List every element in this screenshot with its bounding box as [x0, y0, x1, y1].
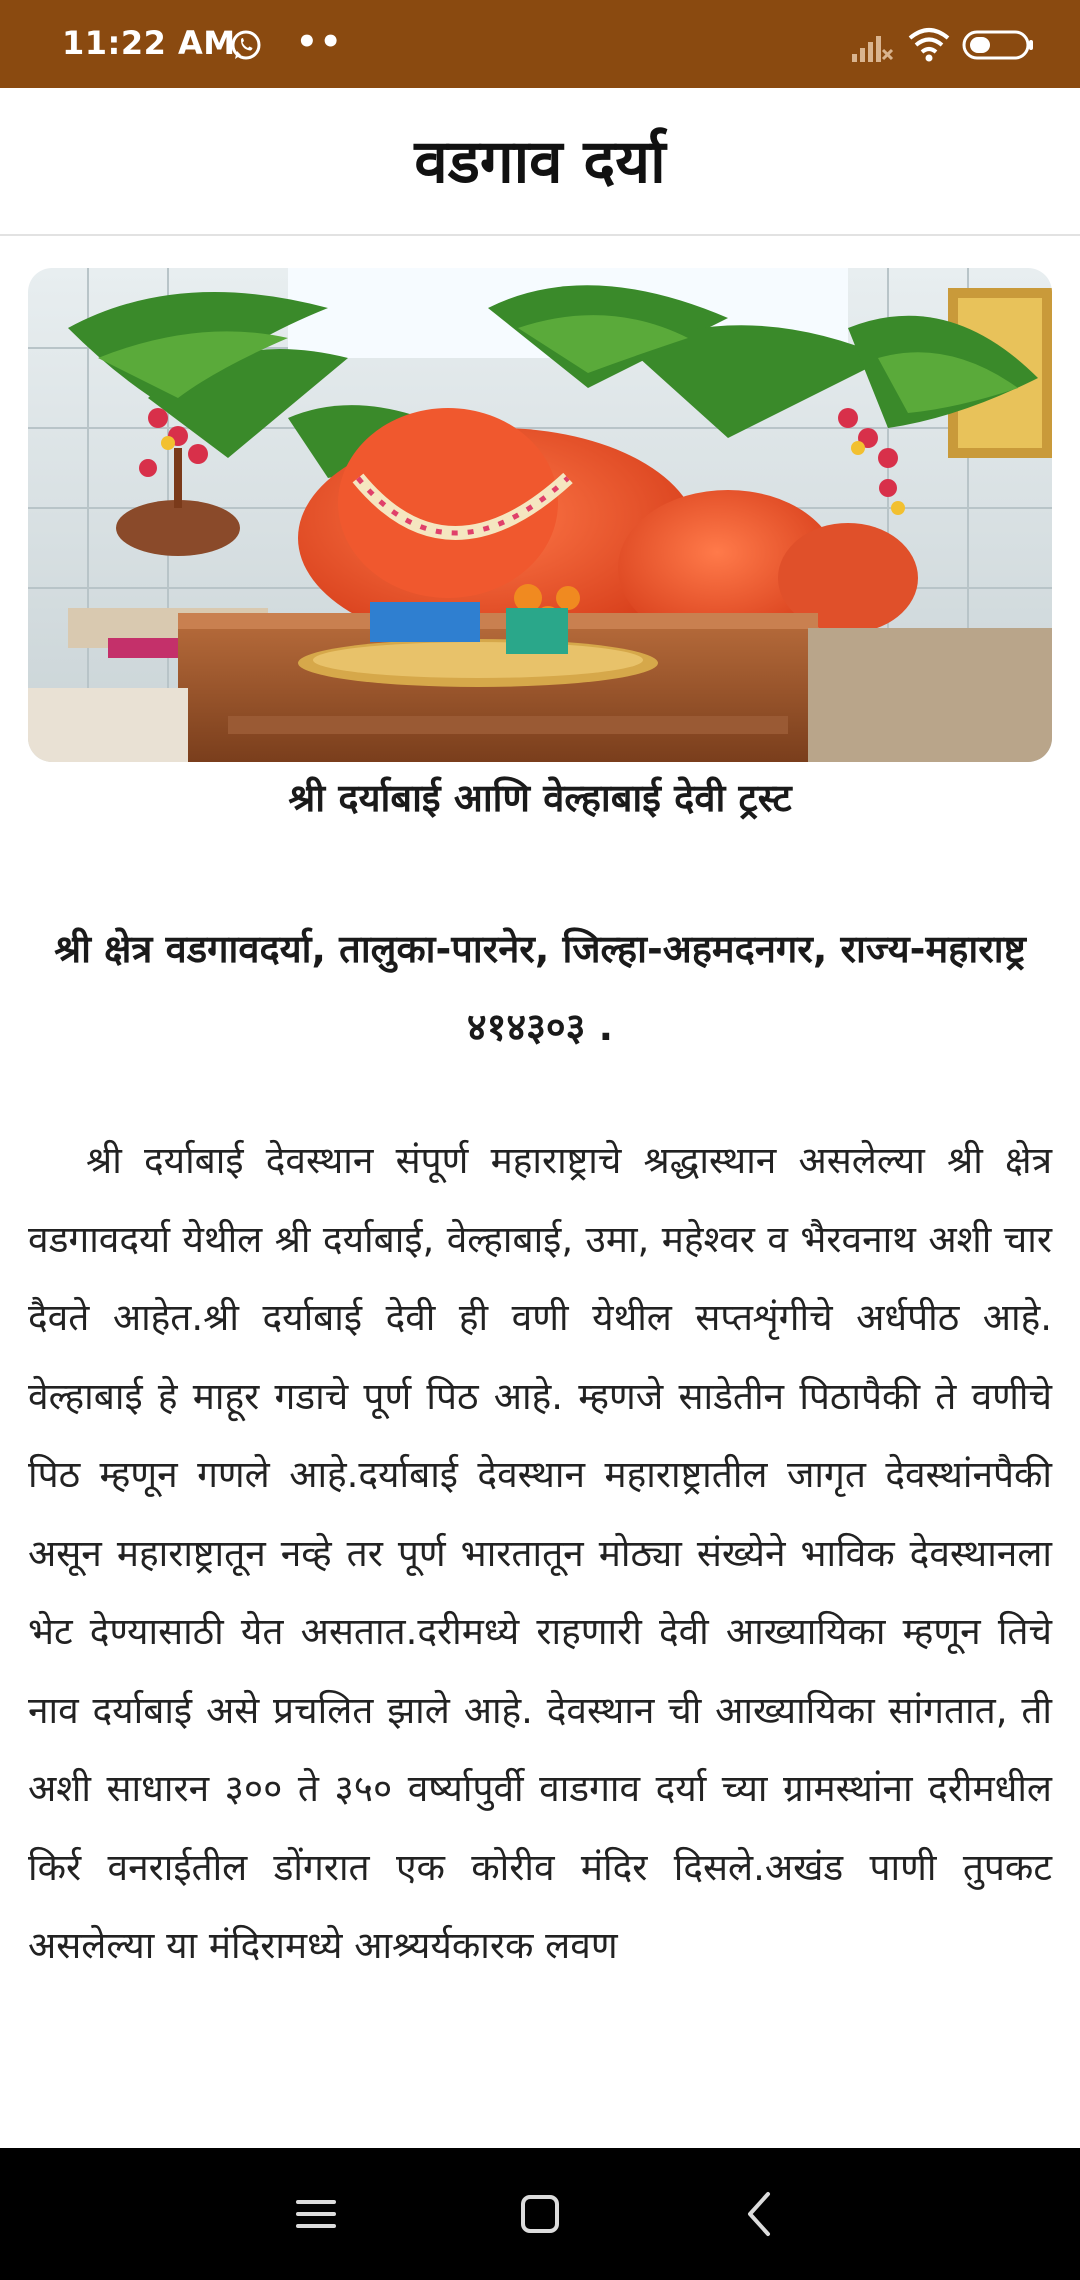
status-time: 11:22 AM [62, 24, 236, 62]
home-icon[interactable] [510, 2184, 570, 2244]
page-title: वडगाव दर्या [414, 127, 666, 197]
whatsapp-icon [228, 28, 264, 64]
status-bar [0, 0, 1080, 88]
photo-caption: श्री दर्याबाई आणि वेल्हाबाई देवी ट्रस्ट [288, 776, 792, 820]
signal-off-icon [850, 28, 894, 64]
wifi-icon [908, 26, 950, 64]
address-text: श्री क्षेत्र वडगावदर्या, तालुका-पारनेर, जिल्हा-अहमदनगर, राज्य-महाराष्ट्र ४१४३०३ . [54, 927, 1026, 1049]
content-scroll[interactable] [0, 236, 1080, 2148]
battery-icon [962, 30, 1034, 60]
description-text: श्री दर्याबाई देवस्थान संपूर्ण महाराष्ट्राचे श्रद्धास्थान असलेल्या श्री क्षेत्र वडगावदर्या येथील श्री दर्याबाई, वेल्हाबाई, उमा, महेश्वर व भैरवनाथ अशी चार दैवते आहेत.श्री दर्याबाई देवी ही वणी येथील सप्तशृंगीचे अर्धपीठ आहे. वेल्हाबाई हे माहूर गडाचे पूर्ण पिठ आहे. म्हणजे साडेतीन पिठापैकी ते वणीचे पिठ म्हणून गणले आहे.दर्याबाई देवस्थान महाराष्ट्रातील जागृत देवस्थांनपैकी असून महाराष्ट्रातून नव्हे तर पूर्ण भारतातून मोठ्या संख्येने भाविक देवस्थानला भेट देण्यासाठी येत असतात.दरीमध्ये राहणारी देवी आख्यायिका म्हणून तिचे नाव दर्याबाई असे प्रचलित झाले आहे. देवस्थान ची आख्यायिका सांगतात, ती अशी साधारन ३०० ते ३५० वर्ष्यापुर्वी वाडगाव दर्या च्या ग्रामस्थांना दरीमधील किर्र वनराईतील डोंगरात एक कोरीव मंदिर दिसले.अखंड पाणी तुपकट असलेल्या या मंदिरामध्ये आश्र्यर्यकारक लवण [28, 1139, 1052, 1967]
temple-photo [28, 268, 1052, 762]
app-bar [0, 88, 1080, 236]
menu-icon[interactable] [286, 2184, 346, 2244]
temple-photo-image [28, 268, 1052, 762]
system-nav-bar [0, 2148, 1080, 2280]
back-icon[interactable] [730, 2184, 790, 2244]
notification-dots: •• [296, 22, 344, 62]
